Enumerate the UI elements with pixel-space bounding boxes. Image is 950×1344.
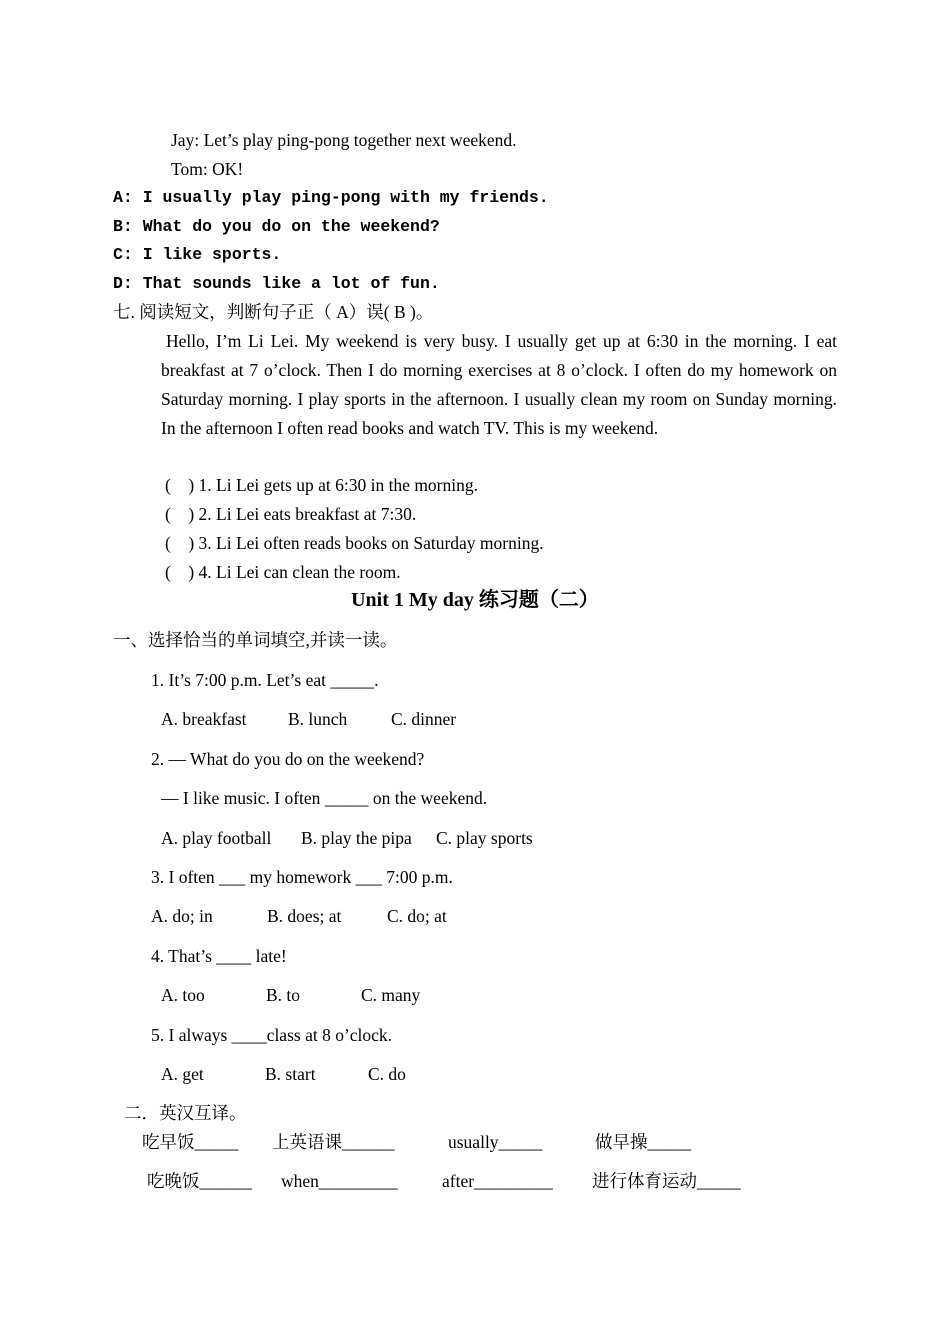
- s1-q4-option-b: B. to: [266, 985, 301, 1005]
- s1-q4-option-a: A. too: [161, 985, 205, 1005]
- s1-question-3: 3. I often ___ my homework ___ 7:00 p.m.: [151, 867, 453, 887]
- dialogue-option-b: B: What do you do on the weekend?: [113, 217, 440, 236]
- question-4: ( ) 4. Li Lei can clean the room.: [165, 562, 401, 582]
- s1-question-2-reply: — I like music. I often _____ on the weekend.: [161, 788, 488, 808]
- section2-heading: 二．英汉互译。: [124, 1103, 247, 1123]
- dialogue-option-d: D: That sounds like a lot of fun.: [113, 274, 440, 293]
- s1-q2-option-c: C. play sports: [436, 828, 533, 848]
- s1-question-4: 4. That’s ____ late!: [151, 946, 287, 966]
- s1-question-2: 2. — What do you do on the weekend?: [151, 749, 425, 769]
- dialogue-tom: Tom: OK!: [171, 159, 244, 179]
- s1-question-1: 1. It’s 7:00 p.m. Let’s eat _____.: [151, 670, 379, 690]
- dialogue-option-c: C: I like sports.: [113, 245, 282, 264]
- s1-q5-option-b: B. start: [265, 1064, 316, 1084]
- s1-q1-option-b: B. lunch: [288, 709, 348, 729]
- section7-heading: 七. 阅读短文，判断句子正（ A）误( B )。: [113, 302, 434, 322]
- s1-q2-option-b: B. play the pipa: [301, 828, 412, 848]
- translate-item: 做早操_____: [595, 1132, 692, 1152]
- dialogue-option-a: A: I usually play ping-pong with my friends.: [113, 188, 549, 207]
- translate-item: 上英语课______: [272, 1132, 395, 1152]
- s1-q5-option-a: A. get: [161, 1064, 204, 1084]
- s1-q3-option-c: C. do; at: [387, 906, 447, 926]
- s1-q3-option-a: A. do; in: [151, 906, 213, 926]
- s1-q4-option-c: C. many: [361, 985, 421, 1005]
- s1-q1-option-a: A. breakfast: [161, 709, 247, 729]
- unit-title: Unit 1 My day 练习题（二）: [351, 589, 599, 611]
- s1-q5-option-c: C. do: [368, 1064, 406, 1084]
- s1-q2-option-a: A. play football: [161, 828, 272, 848]
- translate-item: after_________: [442, 1171, 553, 1191]
- translate-item: 进行体育运动_____: [592, 1171, 741, 1191]
- reading-passage: Hello, I’m Li Lei. My weekend is very busy. I usually get up at 6:30 in the morning. I eat breakfast at 7 o’clock. Then I do morning exercises at 8 o’clock. I often do my homework on Saturday morning. I play sports in the afternoon. I usually clean my room on Sunday morning. In the afternoon I often read books and watch TV. This is my weekend.: [161, 331, 837, 438]
- section1-heading: 一、选择恰当的单词填空,并读一读。: [113, 630, 398, 650]
- s1-q3-option-b: B. does; at: [267, 906, 342, 926]
- question-1: ( ) 1. Li Lei gets up at 6:30 in the morning.: [165, 475, 479, 495]
- s1-question-5: 5. I always ____class at 8 o’clock.: [151, 1025, 393, 1045]
- question-3: ( ) 3. Li Lei often reads books on Saturday morning.: [165, 533, 544, 553]
- question-2: ( ) 2. Li Lei eats breakfast at 7:30.: [165, 504, 417, 524]
- translate-item: 吃早饭_____: [142, 1132, 239, 1152]
- translate-item: usually_____: [448, 1132, 543, 1152]
- s1-q1-option-c: C. dinner: [391, 709, 457, 729]
- translate-item: when_________: [281, 1171, 398, 1191]
- translate-item: 吃晚饭______: [147, 1171, 252, 1191]
- dialogue-jay: Jay: Let’s play ping-pong together next weekend.: [171, 130, 517, 150]
